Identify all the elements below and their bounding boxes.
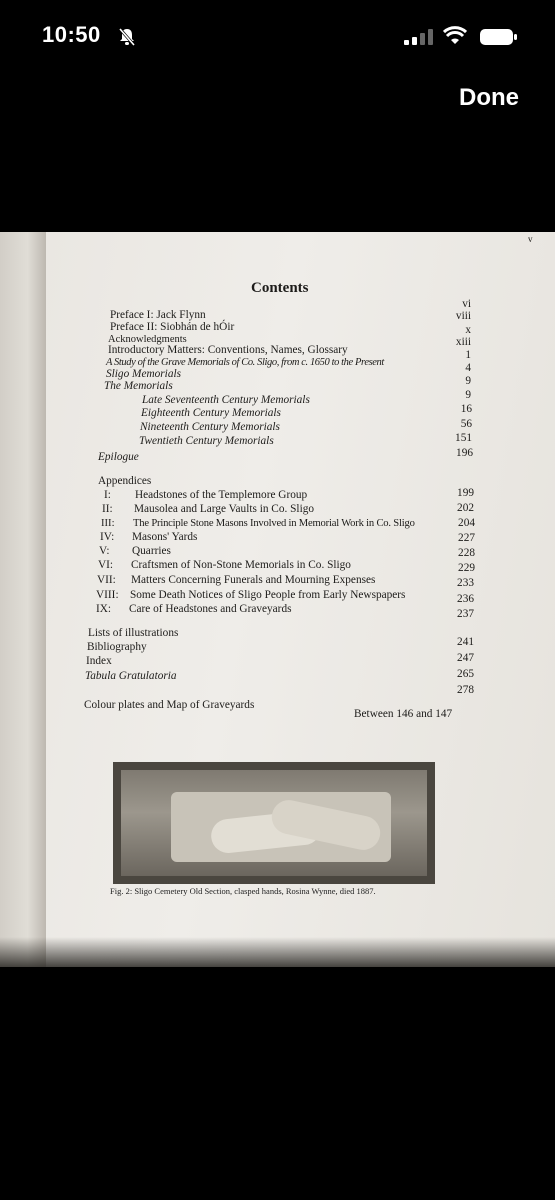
appendix-number: I: [104,489,111,501]
toc-entry-label: Epilogue [98,451,139,463]
page-number: v [528,234,533,244]
toc-page-number: 151 [455,432,472,444]
book-gutter [0,232,46,967]
appendices-heading: Appendices [98,475,152,487]
appendix-number: II: [102,503,113,515]
wifi-icon [443,26,467,46]
toc-page-number: viii [455,310,471,322]
toc-page-number: 9 [465,375,471,387]
appendix-number: IV: [100,531,115,543]
appendix-label: Craftsmen of Non-Stone Memorials in Co. Sligo [131,559,351,571]
toc-entry-label: Twentieth Century Memorials [139,435,274,447]
cellular-signal-icon [404,29,434,45]
toc-entry-label: Bibliography [87,641,147,653]
toc-page-number: 202 [457,502,474,514]
toc-page-number: 241 [457,636,474,648]
appendix-label: Mausolea and Large Vaults in Co. Sligo [134,503,314,515]
toc-page-number: 265 [457,668,474,680]
colour-plates-pages: Between 146 and 147 [354,708,453,720]
toc-page-number: 278 [457,684,474,696]
appendix-label: Quarries [132,545,171,557]
page-shadow [0,937,555,967]
status-bar [0,0,555,72]
toc-entry-label: Introductory Matters: Conventions, Names, Glossary [108,344,348,356]
toc-page-number: 204 [458,517,475,529]
toc-entry-label: Index [86,655,112,667]
toc-page-number: 56 [460,418,472,430]
appendix-number: VI: [98,559,114,571]
toc-entry-label: Preface II: Siobhán de hÓir [110,321,235,333]
appendix-label: Some Death Notices of Sligo People from Early Newspapers [130,589,406,601]
appendix-label: Masons' Yards [132,531,198,543]
toc-page-number: 227 [458,532,475,544]
figure-photo-clasped-hands [113,762,435,884]
toc-page-number: 199 [457,487,474,499]
appendix-label: Matters Concerning Funerals and Mourning Expenses [131,574,376,586]
toc-page-number: 4 [465,362,471,374]
toc-entry-label: Lists of illustrations [88,627,179,639]
done-button[interactable]: Done [459,84,519,111]
toc-page-number: xiii [455,336,471,348]
appendix-number: V: [99,545,110,557]
figure-caption: Fig. 2: Sligo Cemetery Old Section, clasped hands, Rosina Wynne, died 1887. [110,886,376,896]
toc-page-number: 9 [465,389,471,401]
toc-entry-label: Acknowledgments [108,334,187,345]
appendix-label: Care of Headstones and Graveyards [129,603,292,615]
appendix-number: IX: [96,603,112,615]
book-page [46,232,555,967]
toc-page-number: vi [462,298,471,310]
toc-page-number: 233 [457,577,474,589]
toc-page-number: x [465,324,471,336]
toc-entry-label: Eighteenth Century Memorials [141,407,281,419]
contents-title: Contents [251,280,309,296]
toc-page-number: 1 [465,349,471,361]
toc-entry-label: Late Seventeenth Century Memorials [142,394,310,406]
status-time: 10:50 [42,22,101,47]
toc-page-number: 237 [457,608,474,620]
toc-entry-label: Nineteenth Century Memorials [140,421,280,433]
clasped-hands-image [121,770,427,876]
toc-entry-label: The Memorials [104,380,173,392]
appendix-label: Headstones of the Templemore Group [135,489,308,501]
toc-page-number: 16 [460,403,472,415]
toc-page-number: 229 [458,562,475,574]
battery-icon [479,27,519,47]
toc-entry-label: A Study of the Grave Memorials of Co. Sligo, from c. 1650 to the Present [106,357,384,368]
appendix-number: VIII: [96,589,119,601]
toc-page-number: 236 [457,593,474,605]
toc-entry-label: Tabula Gratulatoria [85,670,177,682]
toc-entry-label: Preface I: Jack Flynn [110,309,206,321]
toc-page-number: 196 [456,447,473,459]
document-photo [0,232,555,967]
toc-entry-label: Sligo Memorials [106,368,181,380]
silent-mode-icon [117,27,137,47]
colour-plates-label: Colour plates and Map of Graveyards [84,699,255,711]
appendix-number: III: [101,518,115,529]
toc-page-number: 247 [457,652,474,664]
appendix-label: The Principle Stone Masons Involved in Memorial Work in Co. Sligo [133,518,415,529]
toc-page-number: 228 [458,547,475,559]
appendix-number: VII: [97,574,116,586]
